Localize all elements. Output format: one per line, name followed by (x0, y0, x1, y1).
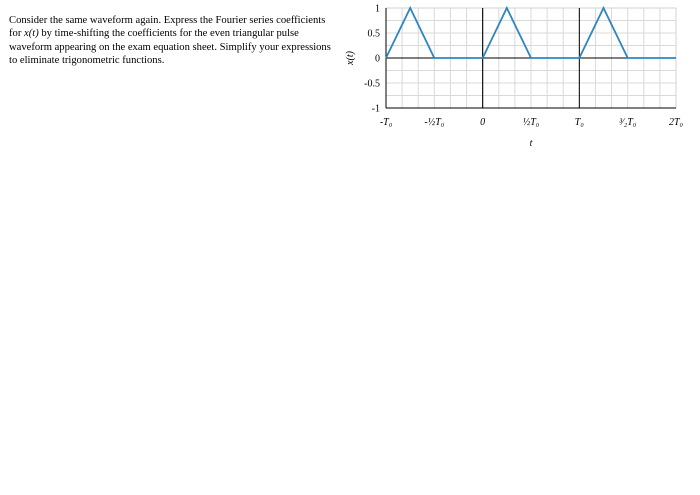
signal-name: x(t) (24, 28, 39, 40)
x-tick-label: -½T₀ (424, 117, 445, 128)
y-axis-label: x(t) (345, 51, 356, 65)
x-axis-label: t (529, 138, 533, 149)
x-tick-label: 0 (480, 117, 486, 128)
x-tick-label: ½T₀ (522, 117, 540, 128)
y-tick-label: 1 (375, 3, 380, 15)
x-tick-label: ³⁄₂T₀ (619, 117, 637, 128)
problem-text-before: Consider the same waveform again. Express the Fourier series coefficients for (9, 15, 326, 40)
y-tick-label: 0.5 (367, 28, 380, 40)
problem-text-after: by time-shifting the coefficients for the even triangular pulse waveform appearing on the exam equation sheet. Simplify your expressions to eliminate trigonometric functions. (9, 28, 331, 67)
x-tick-label: -T₀ (379, 117, 393, 128)
y-tick-label: -0.5 (364, 78, 380, 90)
x-tick-label: T₀ (574, 117, 584, 128)
x-tick-label: 2T₀ (668, 117, 684, 128)
y-tick-label: 0 (375, 53, 380, 65)
y-tick-label: -1 (371, 103, 380, 115)
